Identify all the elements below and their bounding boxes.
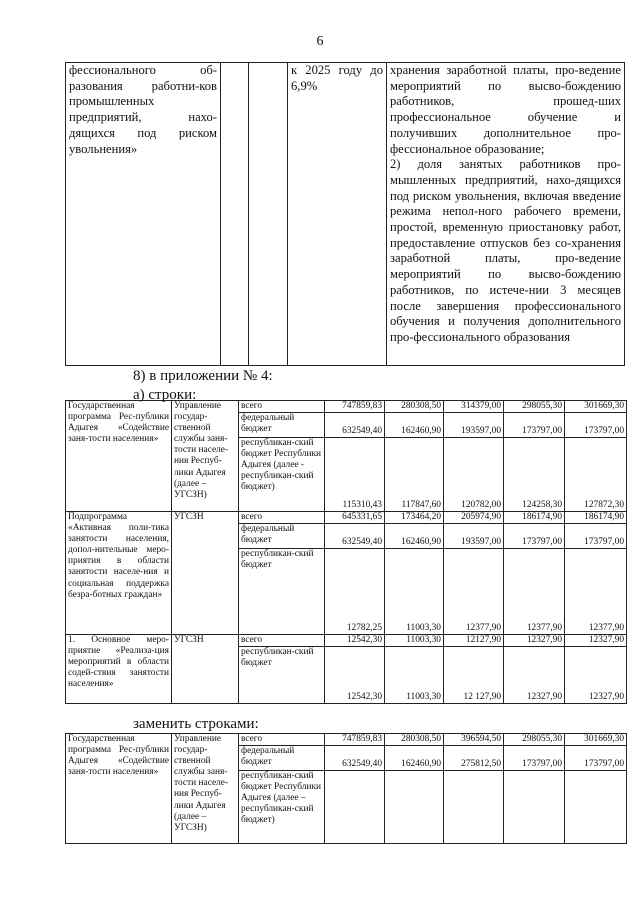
row-name: Государственная программа Рес-публики Адыгея «Содействие заня-тости населения» <box>66 401 172 512</box>
value-cell: 12377,90 <box>588 622 624 633</box>
value-cell: 173464,20 <box>385 512 443 524</box>
value-cell: 12327,90 <box>588 691 624 702</box>
source-total: всего <box>239 512 324 524</box>
top-cell-empty-2 <box>249 63 288 366</box>
top-table <box>65 62 625 366</box>
value-cell <box>385 771 443 843</box>
value-cell: 12542,30 <box>346 691 382 702</box>
value-cell: 124258,30 <box>522 499 562 510</box>
top-cell-indicators <box>387 63 625 366</box>
row-sources <box>239 635 325 704</box>
value-cell: 117847,60 <box>401 499 441 510</box>
table-row <box>66 635 627 704</box>
value-cell: 162460,90 <box>385 746 443 771</box>
value-cell: 173797,00 <box>565 524 626 549</box>
source-federal: федеральный бюджет <box>239 524 324 549</box>
value-cell: 747859,83 <box>325 734 384 746</box>
value-cell: 12127,90 <box>444 635 503 647</box>
new-rows-table <box>65 733 627 844</box>
value-cell: 280308,50 <box>385 401 443 413</box>
value-cell: 12377,90 <box>526 622 562 633</box>
value-cell: 193597,00 <box>444 413 503 438</box>
row-sources <box>239 734 325 844</box>
source-federal: федеральный бюджет <box>239 413 324 438</box>
value-cell: 298055,30 <box>504 401 564 413</box>
value-column <box>565 734 627 844</box>
value-cell: 186174,90 <box>504 512 564 524</box>
value-column <box>444 401 504 512</box>
value-column <box>385 401 444 512</box>
value-cell: 12377,90 <box>465 622 501 633</box>
value-column <box>325 512 385 635</box>
value-cell: 632549,40 <box>325 524 384 549</box>
value-cell: 301669,30 <box>565 401 626 413</box>
top-cell-empty-1 <box>221 63 249 366</box>
row-name: 1. Основное меро-приятие «Реализа-ция мероприятий в области содей-ствия занятости населения» <box>66 635 172 704</box>
heading-appendix-4: 8) в приложении № 4: <box>133 368 273 384</box>
value-column <box>565 635 627 704</box>
old-rows-table <box>65 400 627 704</box>
value-cell: 632549,40 <box>325 746 384 771</box>
value-column <box>325 635 385 704</box>
value-column <box>504 734 565 844</box>
source-republic: республикан-ский бюджет Республики Адыгея (далее - республикан-ский бюджет) <box>241 438 322 493</box>
value-cell: 645331,65 <box>325 512 384 524</box>
value-cell: 12782,25 <box>346 622 382 633</box>
value-cell: 173797,00 <box>504 524 564 549</box>
value-cell: 11003,30 <box>385 635 443 647</box>
value-column <box>504 635 565 704</box>
table-row <box>66 734 627 844</box>
row-executor: Управление государ-ственной службы заня-тости населе-ния Респуб-лики Адыгея (далее – УГСЗН) <box>172 734 239 844</box>
value-column <box>444 635 504 704</box>
value-cell: 162460,90 <box>385 524 443 549</box>
source-total: всего <box>239 401 324 413</box>
row-executor: УГСЗН <box>172 635 239 704</box>
value-cell: 11003,30 <box>406 622 441 633</box>
value-cell: 162460,90 <box>385 413 443 438</box>
source-federal: федеральный бюджет <box>239 746 324 771</box>
value-cell: 173797,00 <box>504 746 564 771</box>
value-cell <box>444 771 503 843</box>
value-column <box>504 512 565 635</box>
source-republic: республикан-ский бюджет Республики Адыгея (далее – республикан-ский бюджет) <box>241 771 322 826</box>
value-cell: 632549,40 <box>325 413 384 438</box>
value-column <box>385 512 444 635</box>
value-column <box>385 734 444 844</box>
value-cell: 12542,30 <box>325 635 384 647</box>
page-number: 6 <box>316 34 324 49</box>
value-cell: 120782,00 <box>461 499 501 510</box>
value-cell: 314379,00 <box>444 401 503 413</box>
table-row <box>66 401 627 512</box>
value-column <box>444 512 504 635</box>
value-cell: 127872,30 <box>584 499 624 510</box>
value-cell: 205974,90 <box>444 512 503 524</box>
top-cell-goal: фессионального об-разования работни-ков промышленных предприятий, нахо-дящихся под риском увольнения» <box>66 63 221 366</box>
value-cell <box>504 771 564 843</box>
value-column <box>565 401 627 512</box>
indicator-paragraph-1: хранения заработной платы, про-ведение мероприятий по высво-бождению работников, прошед-ших профессиональное обучение и получивших дополнительное про-фессиональное образование; <box>390 63 621 156</box>
value-cell <box>565 771 626 843</box>
value-cell: 115310,43 <box>342 499 382 510</box>
value-cell: 301669,30 <box>565 734 626 746</box>
row-sources <box>239 512 325 635</box>
value-cell: 12327,90 <box>526 691 562 702</box>
value-cell: 747859,83 <box>325 401 384 413</box>
value-column <box>385 635 444 704</box>
value-cell: 173797,00 <box>504 413 564 438</box>
top-cell-target: к 2025 году до 6,9% <box>288 63 387 366</box>
value-column <box>325 401 385 512</box>
row-executor: УГСЗН <box>172 512 239 635</box>
table-row <box>66 512 627 635</box>
value-column <box>444 734 504 844</box>
value-cell: 12327,90 <box>565 635 626 647</box>
value-cell: 298055,30 <box>504 734 564 746</box>
value-cell: 280308,50 <box>385 734 443 746</box>
value-cell: 11003,30 <box>406 691 441 702</box>
value-cell: 396594,50 <box>444 734 503 746</box>
value-column <box>325 734 385 844</box>
indicator-paragraph-2: 2) доля занятых работников про-мышленных предприятий, нахо-дящихся под риском увольнения, включая введение режима непол-ного рабочего времени, простой, временную приостановку работ, предоставление отпусков без со-хранения заработной платы, про-ведение мероприятий по высво-бождению работников, по истече-нии 3 месяцев после завершения профессионального обучения и получения дополнительного про-фессионального образования <box>390 157 621 344</box>
source-republic: республикан-ский бюджет <box>241 647 314 669</box>
source-total: всего <box>239 734 324 746</box>
row-name: Государственная программа Рес-публики Адыгея «Содействие заня-тости населения» <box>66 734 172 844</box>
value-cell: 12327,90 <box>504 635 564 647</box>
value-cell: 186174,90 <box>565 512 626 524</box>
value-cell: 12 127,90 <box>463 691 501 702</box>
value-cell: 173797,00 <box>565 746 626 771</box>
heading-rows: а) строки: <box>133 387 197 403</box>
value-column <box>504 401 565 512</box>
value-cell: 193597,00 <box>444 524 503 549</box>
value-cell: 173797,00 <box>565 413 626 438</box>
source-republic: республикан-ский бюджет <box>241 549 314 571</box>
heading-replace-with: заменить строками: <box>133 716 259 732</box>
value-column <box>565 512 627 635</box>
value-cell <box>325 771 384 843</box>
row-sources <box>239 401 325 512</box>
row-executor: Управление государ-ственной службы заня-тости населе-ния Респуб-лики Адыгея (далее – УГСЗН) <box>172 401 239 512</box>
row-name: Подпрограмма «Активная поли-тика занятости населения, допол-нительные меро-приятия в области занятости населе-ния и социальная поддержка безра-ботных граждан» <box>66 512 172 635</box>
source-total: всего <box>239 635 324 647</box>
value-cell: 275812,50 <box>444 746 503 771</box>
